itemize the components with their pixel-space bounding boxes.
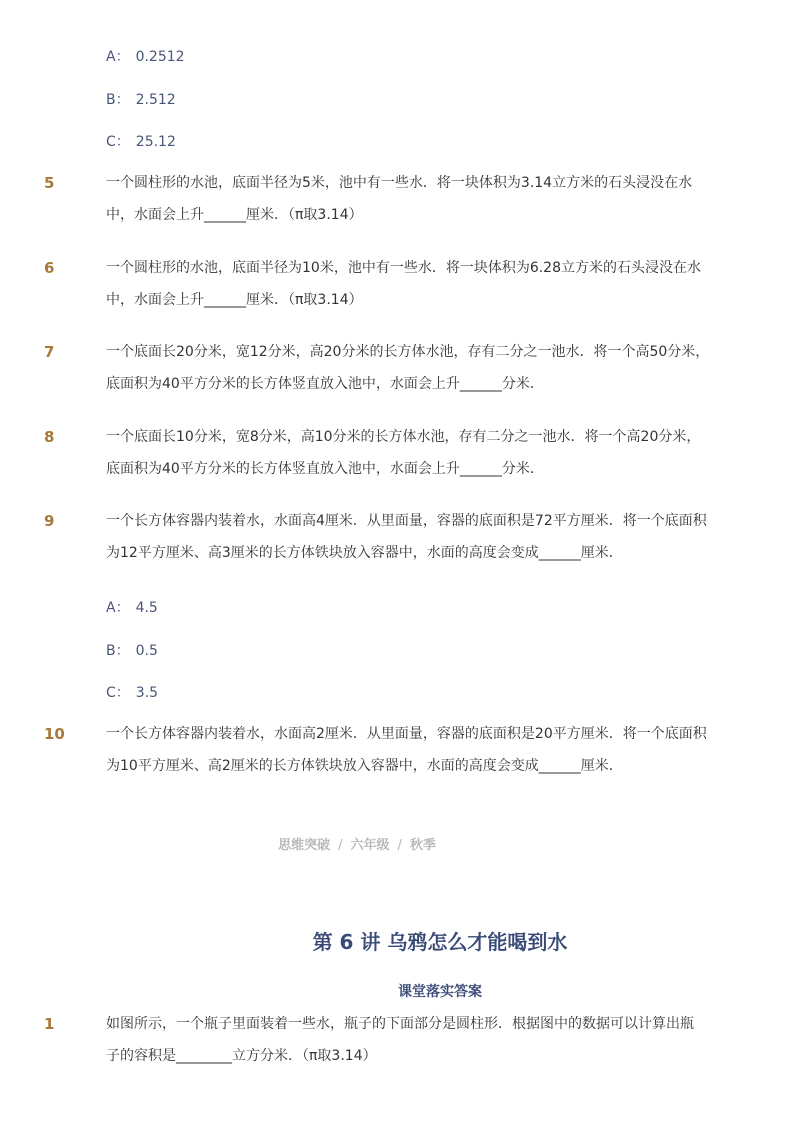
option-value: 25.12: [135, 134, 176, 150]
option-label: C：: [106, 685, 130, 701]
question-line: 中，水面会上升______厘米．（π取3.14）: [106, 207, 363, 223]
lecture-title: 第 6 讲 乌鸦怎么才能喝到水: [312, 930, 568, 954]
q9-option-c: [106, 682, 158, 702]
question-line: 一个长方体容器内装着水，水面高4厘米．从里面量，容器的底面积是72平方厘米．将一个底面积: [106, 513, 707, 529]
section-title: 课堂落实答案: [398, 984, 482, 1000]
option-value: 2.512: [135, 92, 176, 108]
page-footer: [0, 834, 714, 853]
footer-series: 思维突破: [278, 838, 331, 853]
option-label: A：: [106, 600, 130, 616]
option-value: 0.5: [135, 643, 158, 659]
question-number-5: 5: [44, 174, 55, 192]
question-9-text: [106, 505, 726, 569]
question-line: 如图所示，一个瓶子里面装着一些水，瓶子的下面部分是圆柱形．根据图中的数据可以计算出瓶: [106, 1016, 694, 1032]
question-number-7: 7: [44, 343, 55, 361]
option-a: [106, 46, 185, 66]
question-line: 为10平方厘米、高2厘米的长方体铁块放入容器中，水面的高度会变成______厘米．: [106, 758, 623, 774]
option-value: 3.5: [135, 685, 159, 701]
question-number-8: 8: [44, 428, 55, 446]
footer-separator: /: [338, 838, 343, 853]
question-line: 一个圆柱形的水池，底面半径为10米，池中有一些水．将一块体积为6.28立方米的石头浸没在水: [106, 260, 701, 276]
question-line: 一个底面长10分米，宽8分米，高10分米的长方体水池，存有二分之一池水．将一个高20分米，: [106, 429, 701, 445]
option-label: B：: [106, 92, 130, 108]
question-number-6: 6: [44, 259, 55, 277]
option-value: 4.5: [135, 600, 158, 616]
q9-option-a: [106, 597, 158, 617]
option-b: [106, 89, 176, 109]
question-line: 为12平方厘米、高3厘米的长方体铁块放入容器中，水面的高度会变成______厘米．: [106, 545, 623, 561]
question-line: 中，水面会上升______厘米．（π取3.14）: [106, 292, 363, 308]
q9-option-b: [106, 640, 158, 660]
question-line: 底面积为40平方分米的长方体竖直放入池中，水面会上升______分米．: [106, 376, 544, 392]
footer-season: 秋季: [409, 838, 436, 853]
question-5-text: [106, 167, 726, 231]
question-6-text: [106, 252, 726, 316]
question-line: 子的容积是________立方分米．（π取3.14）: [106, 1048, 377, 1064]
question-line: 一个底面长20分米，宽12分米，高20分米的长方体水池，存有二分之一池水．将一个高50分米，: [106, 344, 710, 360]
question-line: 一个圆柱形的水池，底面半径为5米，池中有一些水．将一块体积为3.14立方米的石头浸没在水: [106, 175, 693, 191]
option-value: 0.2512: [135, 49, 185, 65]
option-label: A：: [106, 49, 130, 65]
question-8-text: [106, 421, 726, 485]
footer-grade: 六年级: [350, 838, 390, 853]
question-number-9: 9: [44, 512, 55, 530]
option-label: B：: [106, 643, 130, 659]
option-c: [106, 131, 176, 151]
question-7-text: [106, 336, 726, 400]
option-label: C：: [106, 134, 130, 150]
question-10-text: [106, 718, 726, 782]
question-line: 底面积为40平方分米的长方体竖直放入池中，水面会上升______分米．: [106, 461, 544, 477]
question-number-10: 10: [44, 725, 65, 743]
answer-number-1: 1: [44, 1015, 55, 1033]
question-line: 一个长方体容器内装着水，水面高2厘米．从里面量，容器的底面积是20平方厘米．将一个底面积: [106, 726, 707, 742]
answer-1-text: [106, 1008, 726, 1072]
footer-separator: /: [397, 838, 402, 853]
